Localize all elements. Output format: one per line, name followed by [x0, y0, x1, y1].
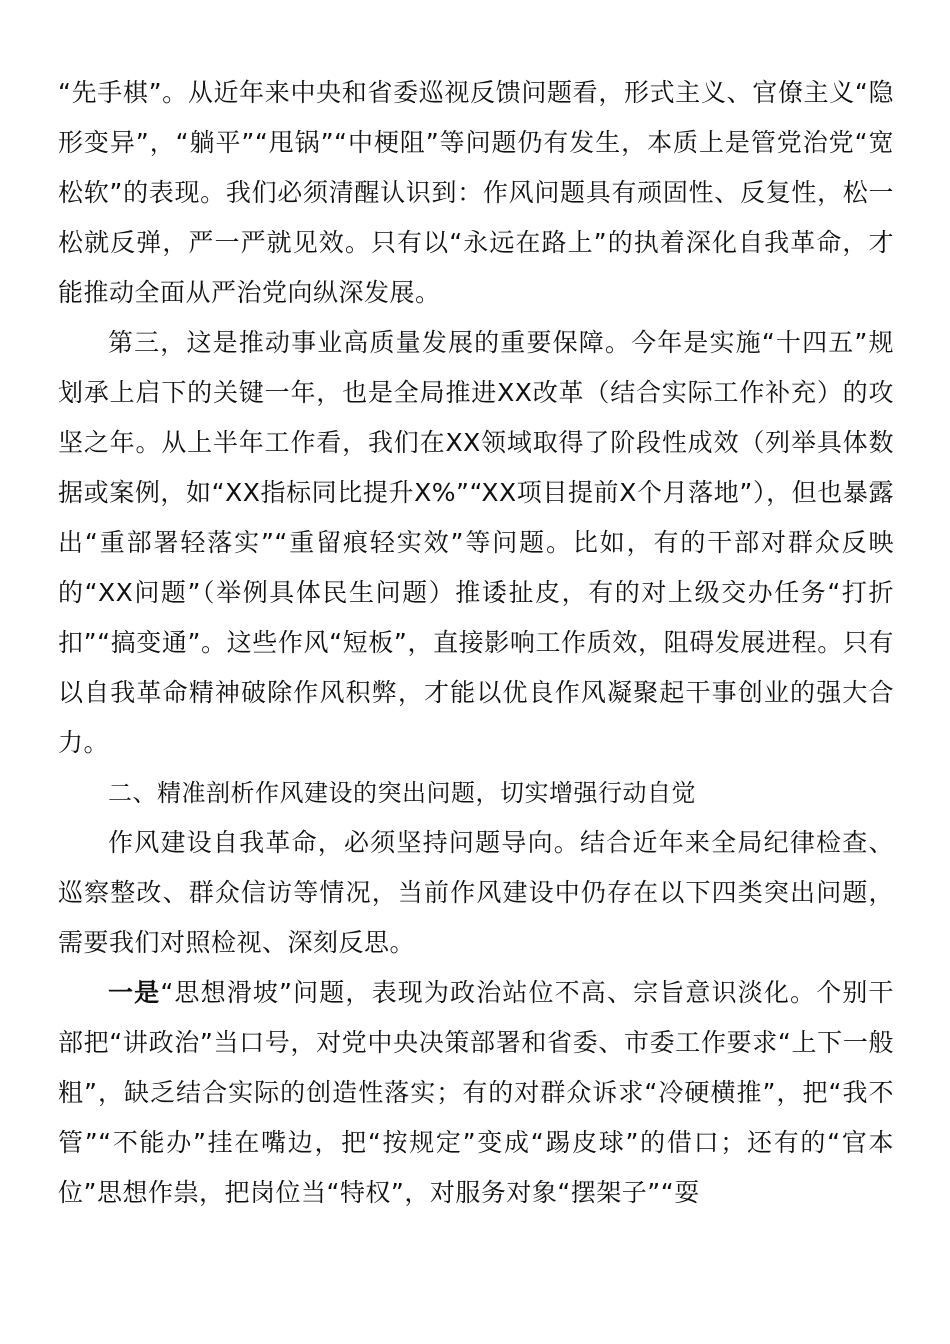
paragraph-2: 第三，这是推动事业高质量发展的重要保障。今年是实施“十四五”规划承上启下的关键一年，也是全局推进XX改革（结合实际工作补充）的攻坚之年。从上半年工作看，我们在XX领域取得了阶段性成效（列举具体数据或案例，如“XX指标同比提升X%”“XX项目提前X个月落地”），但也暴露出“重部署轻落实”“重留痕轻实效”等问题。比如，有的干部对群众反映的“XX问题”（举例具体民生问题）推诿扯皮，有的对上级交办任务“打折扣”“搞变通”。这些作风“短板”，直接影响工作质效，阻碍发展进程。只有以自我革命精神破除作风积弊，才能以优良作风凝聚起干事创业的强大合力。: [58, 328, 894, 757]
paragraph-3: 作风建设自我革命，必须坚持问题导向。结合近年来全局纪律检查、巡察整改、群众信访等情况，当前作风建设中仍存在以下四类突出问题，需要我们对照检视、深刻反思。: [58, 828, 894, 957]
paragraph-4-lead: 一是: [108, 978, 161, 1007]
section-heading-2: 二、精准剖析作风建设的突出问题，切实增强行动自觉: [108, 779, 696, 807]
paragraph-4: [58, 968, 894, 1218]
paragraph-4-text: “思想滑坡”问题，表现为政治站位不高、宗旨意识淡化。个别干部把“讲政治”当口号，对党中央决策部署和省委、市委工作要求“上下一般粗”，缺乏结合实际的创造性落实；有的对群众诉求“冷硬横推”，把“我不管”“不能办”挂在嘴边，把“按规定”变成“踢皮球”的借口；还有的“官本位”思想作祟，把岗位当“特权”，对服务对象“摆架子”“耍: [58, 978, 894, 1207]
paragraph-1: “先手棋”。从近年来中央和省委巡视反馈问题看，形式主义、官僚主义“隐形变异”，“躺平”“甩锅”“中梗阻”等问题仍有发生，本质上是管党治党“宽松软”的表现。我们必须清醒认识到：作风问题具有顽固性、反复性，松一松就反弹，严一严就见效。只有以“永远在路上”的执着深化自我革命，才能推动全面从严治党向纵深发展。: [58, 78, 894, 307]
